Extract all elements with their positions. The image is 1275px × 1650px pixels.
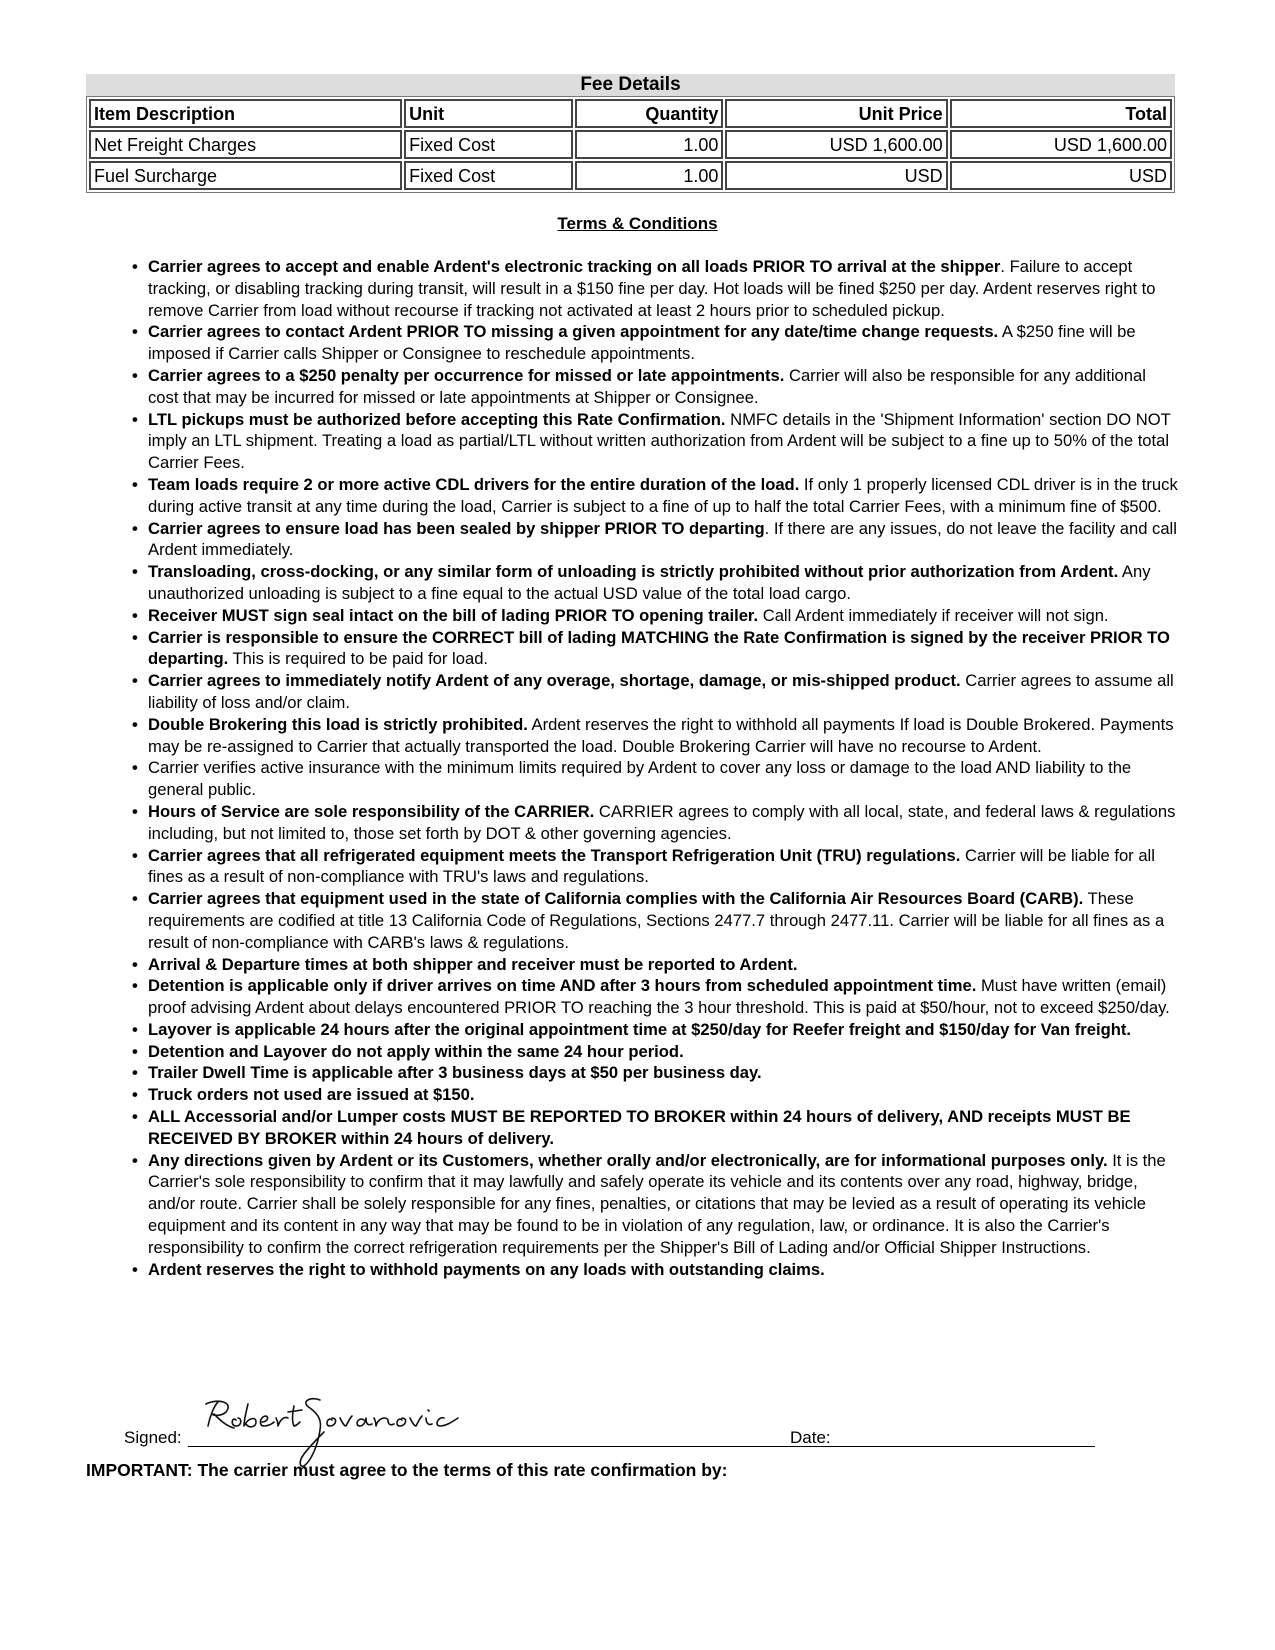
- term-bold: Detention and Layover do not apply within the same 24 hour period.: [148, 1041, 684, 1061]
- term-text: Any unauthorized unloading is subject to a fine equal to the actual USD value of the total load cargo.: [148, 562, 1151, 603]
- term-item: [148, 1106, 1178, 1150]
- term-item: [148, 714, 1178, 758]
- signature-row: [124, 1418, 1184, 1454]
- term-bold: Detention is applicable only if driver arrives on time AND after 3 hours from scheduled appointment time.: [148, 976, 977, 996]
- column-header: Total: [950, 99, 1172, 128]
- term-text: Must have written (email) proof advising Ardent about delays encountered PRIOR TO reaching the 3 hour threshold. This is paid at $50/hour, not to exceed $250/day.: [148, 976, 1170, 1018]
- term-item: [148, 474, 1178, 518]
- fee-details-table: [86, 96, 1175, 193]
- important-notice: IMPORTANT: The carrier must agree to the terms of this rate confirmation by:: [86, 1460, 728, 1480]
- term-item: [148, 1062, 1178, 1084]
- term-bold: Carrier agrees that all refrigerated equipment meets the Transport Refrigeration Unit (TRU) regulations.: [148, 845, 961, 865]
- unit-price-cell: USD 1,600.00: [725, 130, 947, 159]
- quantity-cell: 1.00: [575, 130, 723, 159]
- fee-header-row: [89, 99, 1172, 128]
- term-item: [148, 256, 1178, 321]
- fee-details-section: [86, 74, 1175, 193]
- term-item: [148, 801, 1178, 845]
- term-bold: Carrier agrees to a $250 penalty per occurrence for missed or late appointments.: [148, 365, 785, 385]
- term-bold: Carrier is responsible to ensure the CORRECT bill of lading MATCHING the Rate Confirmation is signed by the receiver PRIOR TO departing.: [148, 627, 1170, 669]
- total-cell: USD 1,600.00: [950, 130, 1172, 159]
- handwritten-signature: [200, 1396, 490, 1468]
- fee-details-title: Fee Details: [86, 74, 1175, 96]
- term-text: Ardent reserves the right to withhold all payments If load is Double Brokered. Payments may be re-assigned to Carrier that actually transported the load. Double Brokering Carrier will have no recourse to Ardent.: [148, 714, 1174, 756]
- term-item: [148, 605, 1178, 627]
- term-text: These requirements are codified at title 13 California Code of Regulations, Sections 2477.7 through 2477.11. Carrier will be liable for all fines as a result of non-compliance with CARB's laws & regulations.: [148, 889, 1165, 952]
- term-bold: ALL Accessorial and/or Lumper costs MUST BE REPORTED TO BROKER within 24 hours of delivery, AND receipts MUST BE RECEIVED BY BROKER within 24 hours of delivery.: [148, 1107, 1131, 1148]
- term-bold: Receiver MUST sign seal intact on the bill of lading PRIOR TO opening trailer.: [148, 605, 759, 625]
- column-header: Unit Price: [725, 99, 947, 128]
- table-row: [89, 161, 1172, 190]
- quantity-cell: 1.00: [575, 161, 723, 190]
- term-bold: Carrier agrees to ensure load has been sealed by shipper PRIOR TO departing: [148, 518, 765, 538]
- term-item: [148, 627, 1178, 671]
- unit-price-cell: USD: [725, 161, 947, 190]
- term-item: [148, 975, 1178, 1019]
- term-bold: Carrier agrees to contact Ardent PRIOR TO missing a given appointment for any date/time change requests.: [148, 322, 999, 342]
- term-item: [148, 670, 1178, 714]
- term-item: [148, 1019, 1178, 1041]
- term-item: [148, 518, 1178, 562]
- term-text: If only 1 properly licensed CDL driver is in the truck during active transit at any time during the load, Carrier is subject to a fine of up to half the total Carrier Fees, with a minimum fine of $500.: [148, 474, 1178, 516]
- term-bold: Truck orders not used are issued at $150.: [148, 1085, 475, 1105]
- term-text: Carrier verifies active insurance with the minimum limits required by Ardent to cover any loss or damage to the load AND liability to the general public.: [148, 758, 1132, 800]
- term-text: Carrier will also be responsible for any additional cost that may be incurred for missed or late appointments at Shipper or Consignee.: [148, 365, 1146, 407]
- term-bold: Team loads require 2 or more active CDL drivers for the entire duration of the load.: [148, 474, 800, 494]
- term-text: CARRIER agrees to comply with all local, state, and federal laws & regulations including, but not limited to, those set forth by DOT & other governing agencies.: [148, 801, 1176, 843]
- unit-cell: Fixed Cost: [404, 161, 573, 190]
- term-bold: Transloading, cross-docking, or any similar form of unloading is strictly prohibited without prior authorization from Ardent.: [148, 562, 1119, 582]
- terms-list: [148, 256, 1178, 1280]
- term-text: . Failure to accept tracking, or disabling tracking during transit, will result in a $150 fine per day. Hot loads will be fined $250 per day. Ardent reserves right to remove Carrier from load without recourse if tracking not activated at least 2 hours prior to scheduled pickup.: [148, 257, 1156, 320]
- term-item: [148, 1150, 1178, 1259]
- term-item: [148, 365, 1178, 409]
- term-bold: Double Brokering this load is strictly prohibited.: [148, 714, 528, 734]
- term-text: NMFC details in the 'Shipment Information' section DO NOT imply an LTL shipment. Treating a load as partial/LTL without written authorization from Ardent will be subject to a fine up to 50% of the total Carrier Fees.: [148, 409, 1171, 473]
- term-bold: Carrier agrees that equipment used in the state of California complies with the California Air Resources Board (CARB).: [148, 889, 1084, 909]
- date-line[interactable]: [857, 1446, 1095, 1447]
- term-item: [148, 1041, 1178, 1063]
- item-description-cell: Fuel Surcharge: [89, 161, 402, 190]
- column-header: Item Description: [89, 99, 402, 128]
- column-header: Unit: [404, 99, 573, 128]
- term-bold: Any directions given by Ardent or its Customers, whether orally and/or electronically, are for informational purposes only.: [148, 1150, 1108, 1170]
- term-item: [148, 321, 1178, 365]
- term-item: [148, 954, 1178, 976]
- date-label: Date:: [790, 1428, 831, 1447]
- unit-cell: Fixed Cost: [404, 130, 573, 159]
- term-item: [148, 1259, 1178, 1281]
- table-row: [89, 130, 1172, 159]
- term-item: [148, 845, 1178, 889]
- term-item: [148, 409, 1178, 474]
- term-item: [148, 1084, 1178, 1106]
- term-bold: Layover is applicable 24 hours after the original appointment time at $250/day for Reefer freight and $150/day for Van freight.: [148, 1019, 1131, 1039]
- terms-heading: Terms & Conditions: [557, 214, 718, 233]
- term-bold: LTL pickups must be authorized before accepting this Rate Confirmation.: [148, 409, 726, 429]
- term-text: Call Ardent immediately if receiver will not sign.: [758, 605, 1109, 625]
- term-text: It is the Carrier's sole responsibility to confirm that it may lawfully and safely operate its vehicle and its contents over any road, highway, bridge, and/or route. Carrier shall be solely responsible for any fines, penalties, or citations that may be levied as a result of operating its vehicle equipment and its content in any way that may be found to be in violation of any regulation, law, or ordinance. It is also the Carrier's responsibility to confirm the correct refrigeration requirements per the Shipper's Bill of Lading and/or Official Shipper Instructions.: [148, 1150, 1166, 1257]
- term-item: [148, 888, 1178, 953]
- term-bold: Hours of Service are sole responsibility of the CARRIER.: [148, 801, 595, 821]
- total-cell: USD: [950, 161, 1172, 190]
- term-bold: Trailer Dwell Time is applicable after 3 business days at $50 per business day.: [148, 1063, 762, 1083]
- term-text: This is required to be paid for load.: [228, 649, 489, 669]
- term-item: [148, 561, 1178, 605]
- term-bold: Ardent reserves the right to withhold payments on any loads with outstanding claims.: [148, 1259, 825, 1279]
- column-header: Quantity: [575, 99, 723, 128]
- term-text: . If there are any issues, do not leave the facility and call Ardent immediately.: [148, 518, 1177, 560]
- signed-label: Signed:: [124, 1428, 182, 1447]
- term-text: Carrier agrees to assume all liability of loss and/or claim.: [148, 671, 1174, 712]
- term-text: A $250 fine will be imposed if Carrier calls Shipper or Consignee to reschedule appointments.: [148, 322, 1136, 364]
- term-text: Carrier will be liable for all fines as a result of non-compliance with TRU's laws and regulations.: [148, 845, 1155, 887]
- term-item: [148, 757, 1178, 801]
- item-description-cell: Net Freight Charges: [89, 130, 402, 159]
- term-bold: Carrier agrees to immediately notify Ardent of any overage, shortage, damage, or mis-shipped product.: [148, 671, 961, 691]
- term-bold: Carrier agrees to accept and enable Ardent's electronic tracking on all loads PRIOR TO arrival at the shipper: [148, 257, 1001, 276]
- term-bold: Arrival & Departure times at both shipper and receiver must be reported to Ardent.: [148, 954, 798, 974]
